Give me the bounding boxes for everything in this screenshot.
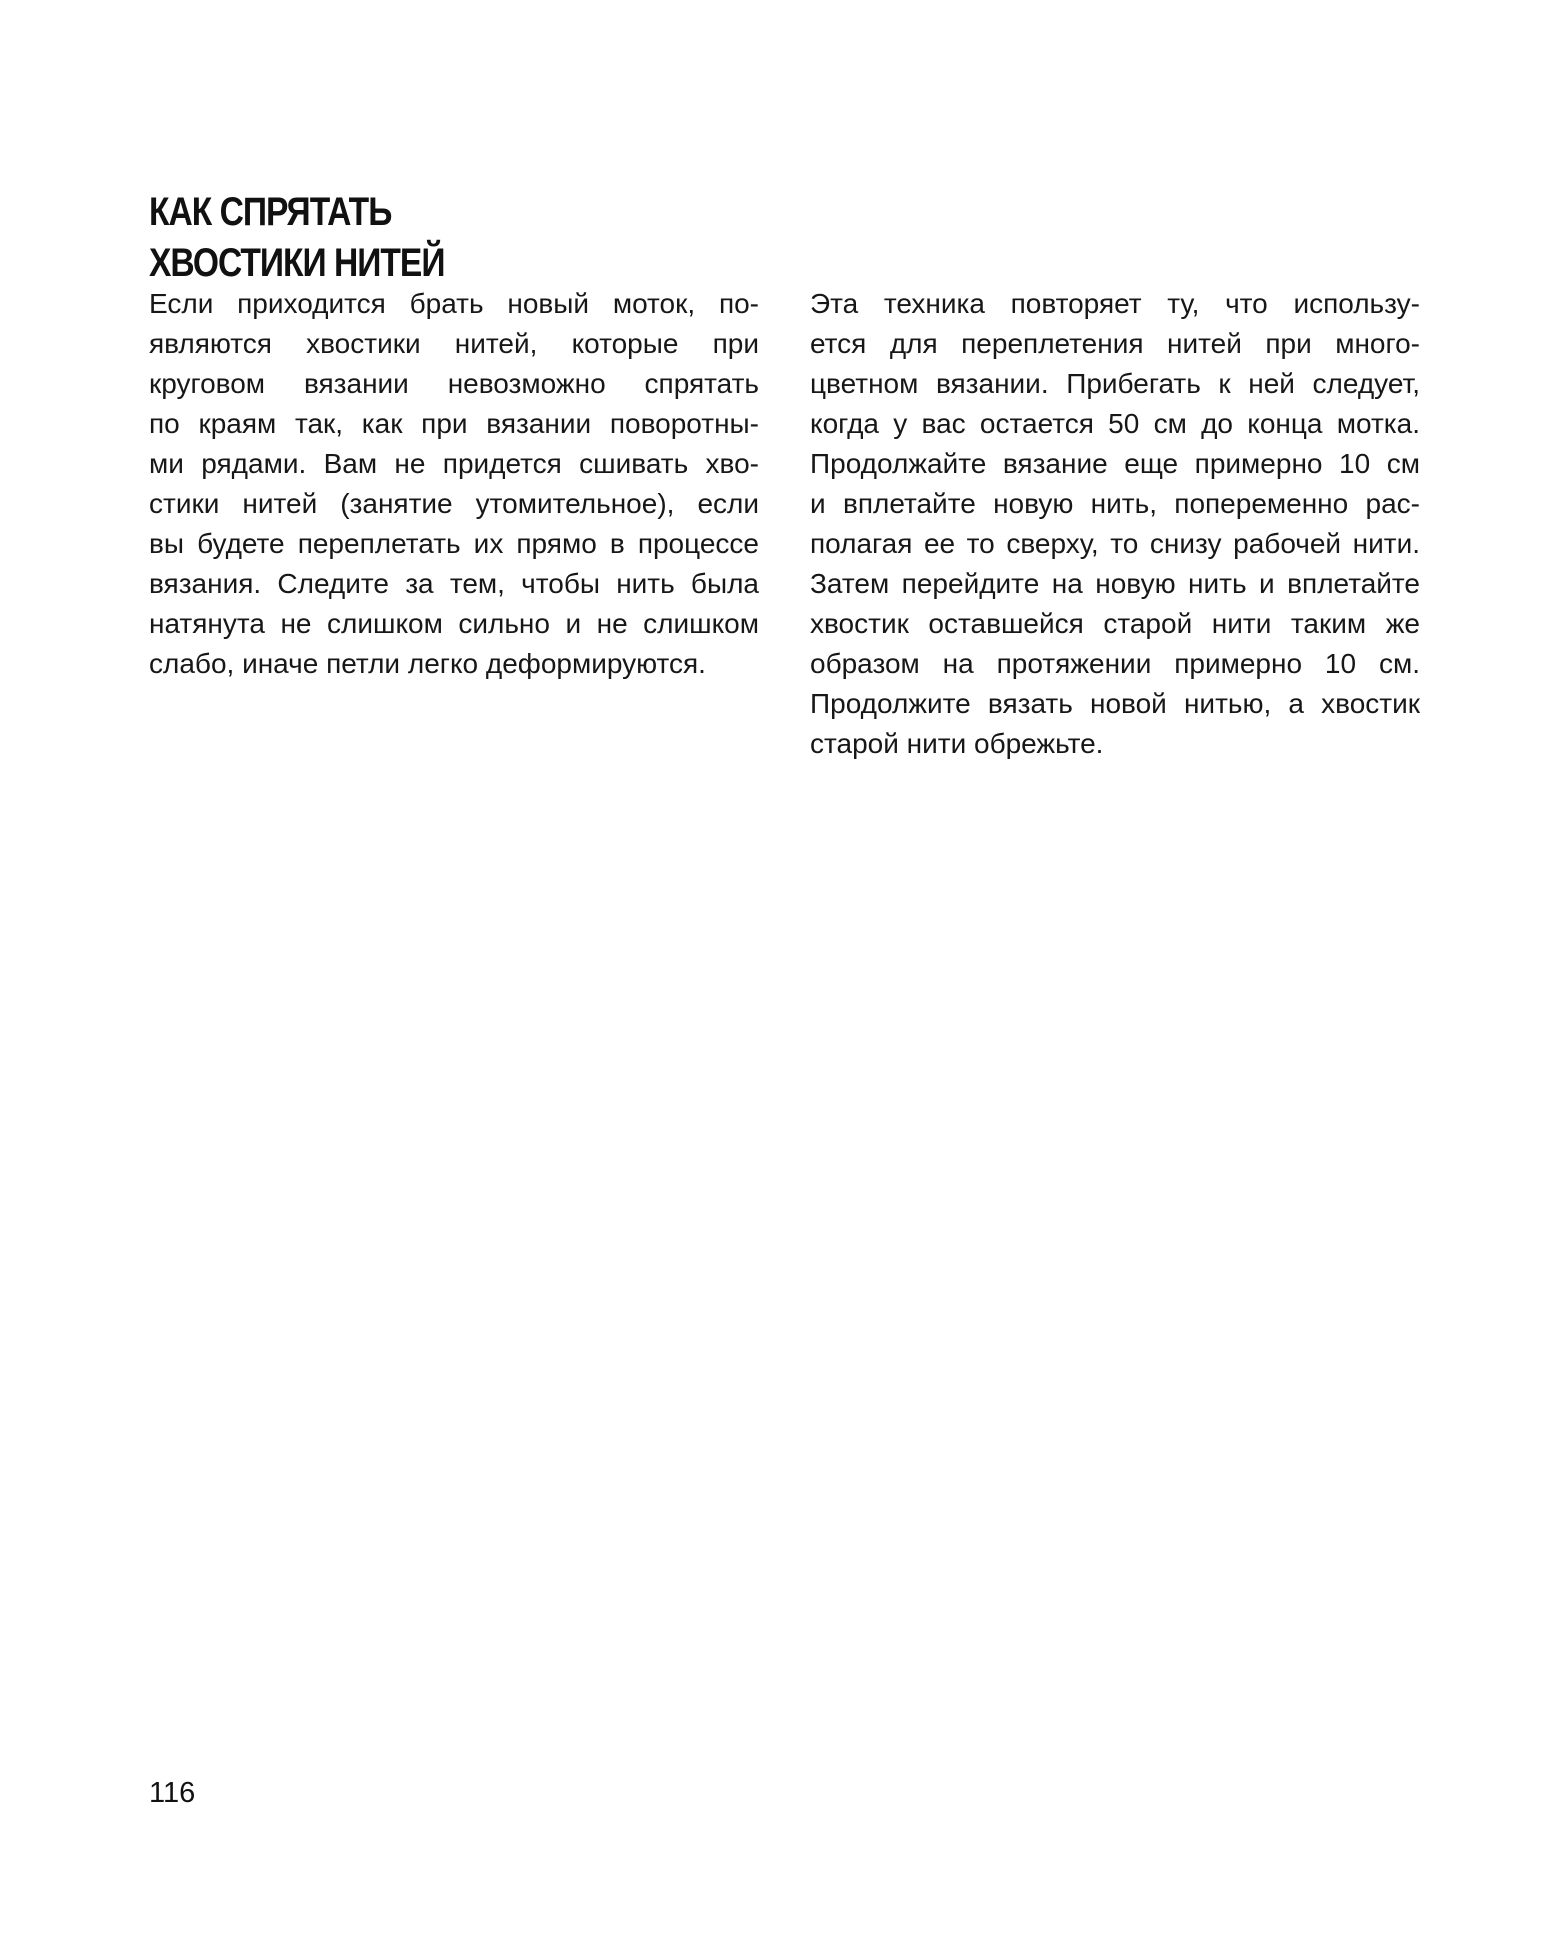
title-line-1: КАК СПРЯТАТЬ xyxy=(149,190,392,234)
left-paragraph-line: круговом вязании невозможно спрятать xyxy=(149,368,759,399)
left-paragraph-line: вы будете переплетать их прямо в процессе xyxy=(149,528,759,559)
page-title xyxy=(149,187,586,289)
right-paragraph-line: Затем перейдите на новую нить и вплетайте xyxy=(810,568,1420,599)
right-paragraph-line: хвостик оставшейся старой нити таким же xyxy=(810,608,1420,639)
right-text-column xyxy=(810,284,1420,764)
left-paragraph-line: вязания. Следите за тем, чтобы нить была xyxy=(149,568,759,599)
title-line-2: ХВОСТИКИ НИТЕЙ xyxy=(149,241,445,285)
left-paragraph-line: являются хвостики нитей, которые при xyxy=(149,328,759,359)
right-paragraph-line: Эта техника повторяет ту, что использу- xyxy=(810,288,1420,319)
left-paragraph-line: ми рядами. Вам не придется сшивать хво- xyxy=(149,448,759,479)
right-paragraph-line: и вплетайте новую нить, попеременно рас- xyxy=(810,488,1420,519)
left-paragraph-line: натянута не слишком сильно и не слишком xyxy=(149,608,759,639)
left-paragraph-line: стики нитей (занятие утомительное), если xyxy=(149,488,759,519)
left-text-column xyxy=(149,284,759,684)
left-paragraph-line: Если приходится брать новый моток, по- xyxy=(149,288,759,319)
right-paragraph-line: Продолжите вязать новой нитью, а хвостик xyxy=(810,688,1420,719)
right-paragraph-line: старой нити обрежьте. xyxy=(810,728,1104,759)
left-paragraph-line: слабо, иначе петли легко деформируются. xyxy=(149,648,706,679)
right-paragraph-line: Продолжайте вязание еще примерно 10 см xyxy=(810,448,1420,479)
right-paragraph-line: образом на протяжении примерно 10 см. xyxy=(810,648,1420,679)
right-paragraph-line: полагая ее то сверху, то снизу рабочей нити. xyxy=(810,528,1420,559)
right-paragraph-line: цветном вязании. Прибегать к ней следует, xyxy=(810,368,1420,399)
right-paragraph-line: когда у вас остается 50 см до конца мотка. xyxy=(810,408,1420,439)
left-paragraph-line: по краям так, как при вязании поворотны- xyxy=(149,408,759,439)
page-number: 116 xyxy=(149,1777,196,1809)
right-paragraph-line: ется для переплетения нитей при много- xyxy=(810,328,1420,359)
